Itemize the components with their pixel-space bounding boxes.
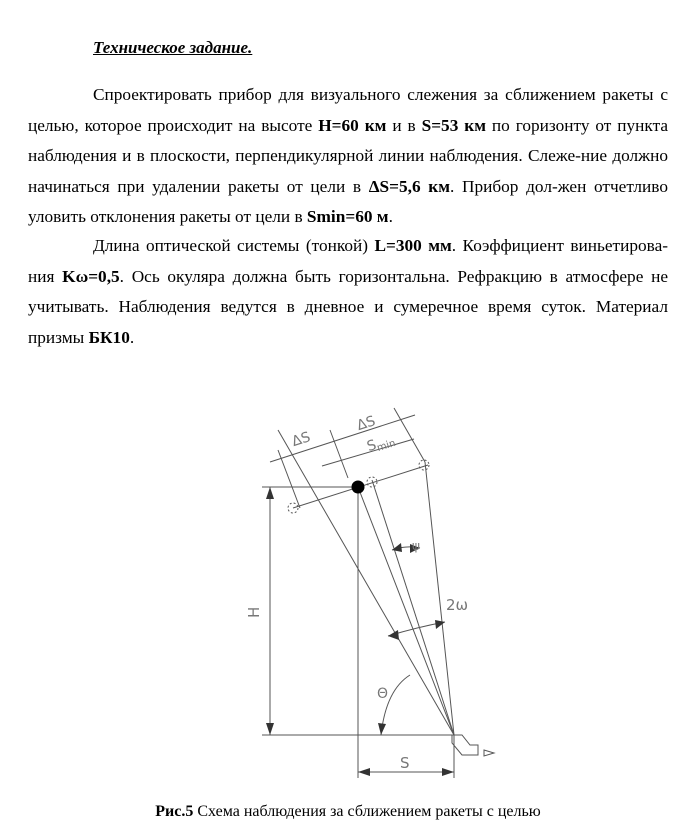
label-delta-s-2: ΔS (354, 413, 378, 435)
figure-caption: Рис.5 Схема наблюдения за сближением ракеты с целью (155, 803, 541, 820)
task-paragraph-2: Длина оптической системы (тонкой) L=300 мм. Коэффициент виньетирова-ния Kω=0,5. Ось окуляра должна быть горизонтальна. Рефракцию в атмосфере не учитывать. Наблюдения ведутся в дневное и сумеречное время суток. Материал призмы БК10. (28, 236, 668, 347)
label-theta: Θ (377, 686, 389, 702)
prism-material: БК10 (88, 327, 130, 347)
figure-number: Рис.5 (155, 803, 194, 820)
delta-s-value: ΔS=5,6 км (368, 176, 451, 196)
page-heading: Техническое задание. (93, 38, 253, 57)
sight-line-left (278, 430, 454, 735)
label-delta-s-1: ΔS (289, 429, 313, 451)
sight-line-mid (358, 487, 454, 735)
label-s: S (400, 754, 410, 772)
observation-diagram (0, 390, 696, 800)
label-h: H (245, 606, 263, 618)
vignetting-value: Kω=0,5 (62, 266, 120, 286)
label-smin: $S_{min}$ (365, 437, 398, 456)
theta-arc (381, 675, 410, 735)
target-dot (352, 481, 365, 494)
label-psi: ψ (412, 539, 420, 553)
task-paragraph-1: Спроектировать прибор для визуального слежения за сближением ракеты с целью, которое происходит на высоте H=60 км и в S=53 км по горизонту от пункта наблюдения и в плоскости, перпендикулярной линии наблюдения. Слеже-ние должно начинаться при удалении ракеты от цели в ΔS=5,6 км. Прибор дол-жен отчетливо уловить отклонения ракеты от цели в Smin=60 м. (28, 85, 668, 226)
smin-value: Smin=60 м (306, 207, 389, 226)
observer-icon (452, 735, 478, 755)
height-value: H=60 км (318, 115, 387, 135)
label-2omega: 2ω (446, 596, 469, 614)
length-value: L=300 мм (374, 236, 452, 255)
distance-value: S=53 км (421, 115, 486, 135)
